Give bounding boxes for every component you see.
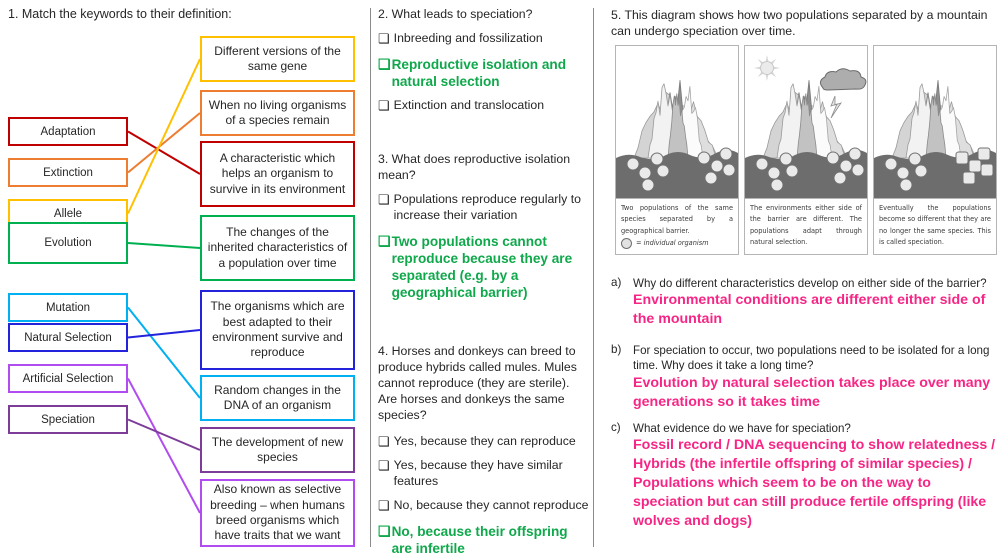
keyword-box[interactable] — [8, 222, 128, 264]
keyword-box[interactable] — [8, 158, 128, 187]
checkbox-icon[interactable]: ❑ — [378, 30, 390, 46]
organism-circle — [897, 167, 909, 179]
mcq-option-correct[interactable] — [378, 56, 591, 90]
definition-box[interactable] — [200, 141, 355, 207]
mcq-option-label: Yes, because they have similar features — [393, 457, 563, 488]
checkbox-icon[interactable]: ❑ — [378, 522, 391, 539]
mcq-option-label: Two populations cannot reproduce because they are separated (e.g. by a geographical barrier) — [391, 233, 573, 301]
subquestion-text: Why do different characteristics develop on either side of the barrier? — [633, 277, 987, 290]
question-3-stem: 3. What does reproductive isolation mean? — [378, 152, 571, 182]
checkbox-icon[interactable]: ❑ — [378, 457, 390, 473]
keyword-label: Mutation — [45, 301, 91, 314]
checkbox-icon[interactable]: ❑ — [378, 191, 390, 207]
match-line — [128, 243, 200, 248]
subquestion-answer: Fossil record / DNA sequencing to show relatedness / Hybrids (the infertile offspring of similar species) / Populations which seem to be on the way to speciation but can still produce fertile offspring (like wolves and dogs) — [633, 437, 996, 529]
organism-circle — [627, 158, 639, 170]
organism-circle — [705, 172, 717, 184]
panel-caption — [745, 198, 867, 254]
subquestion-letter: c) — [611, 421, 621, 434]
definition-label: Also known as selective breeding – when humans breed organisms which have traits that we want — [210, 482, 345, 543]
organism-circle — [756, 158, 768, 170]
subquestion — [611, 421, 999, 531]
organism-circle — [771, 179, 783, 191]
organism-circle — [915, 165, 927, 177]
keyword-label: Speciation — [41, 413, 95, 426]
diagram-panel — [744, 45, 868, 255]
checkbox-icon[interactable]: ❑ — [378, 55, 391, 72]
definition-box[interactable] — [200, 479, 355, 547]
keyword-box[interactable] — [8, 364, 128, 393]
definition-box[interactable] — [200, 215, 355, 281]
legend-circle-icon — [621, 238, 632, 249]
mcq-option-label: Extinction and translocation — [393, 98, 545, 113]
organism-circle — [852, 164, 864, 176]
question-1-title: 1. Match the keywords to their definition: — [8, 7, 232, 21]
diagram-scene — [874, 46, 996, 198]
panel-legend — [621, 238, 733, 249]
mcq-option[interactable] — [378, 498, 591, 514]
panel-caption-text: The environments either side of the barrier are different. The populations adapt through natural selection. — [750, 204, 862, 246]
checkbox-icon[interactable]: ❑ — [378, 433, 390, 449]
sun-icon — [754, 55, 780, 81]
match-line — [128, 132, 200, 175]
mcq-option-correct[interactable] — [378, 233, 591, 302]
diagram-scene — [745, 46, 867, 198]
diagram-column — [601, 0, 1000, 555]
diagram-panel — [873, 45, 997, 255]
organism-circle — [720, 148, 732, 160]
match-line — [128, 308, 200, 399]
definition-box[interactable] — [200, 90, 355, 136]
definition-box[interactable] — [200, 427, 355, 473]
organism-circle — [651, 153, 663, 165]
keyword-box[interactable] — [8, 323, 128, 352]
question-2-options — [378, 31, 591, 114]
match-line — [128, 420, 200, 451]
keyword-label: Adaptation — [40, 125, 96, 138]
keyword-box[interactable] — [8, 293, 128, 322]
mcq-option-label: No, because their offspring are infertile — [391, 523, 568, 556]
organism-circle — [711, 160, 723, 172]
match-line — [128, 330, 200, 338]
column-divider-1 — [370, 8, 371, 547]
subquestion-answer: Environmental conditions are different either side of the mountain — [633, 292, 986, 328]
definition-box[interactable] — [200, 375, 355, 421]
question-5-title: 5. This diagram shows how two populations separated by a mountain can undergo speciation over time. — [611, 8, 988, 39]
organism-circle — [834, 172, 846, 184]
organism-circle — [780, 153, 792, 165]
checkbox-icon[interactable]: ❑ — [378, 98, 390, 114]
keyword-label: Artificial Selection — [22, 372, 114, 385]
subquestion-text: For speciation to occur, two populations need to be isolated for a long time. Why does it take a long time? — [633, 344, 990, 373]
subquestion — [611, 276, 999, 329]
definition-label: Random changes in the DNA of an organism — [214, 382, 341, 412]
question-2-block — [378, 7, 591, 114]
subquestion-answer: Evolution by natural selection takes place over many generations so it takes time — [633, 374, 991, 410]
mcq-option-correct[interactable] — [378, 523, 591, 557]
diagram-panel — [615, 45, 739, 255]
organism-circle — [657, 165, 669, 177]
keyword-label: Extinction — [43, 166, 93, 179]
mcq-option-label: No, because they cannot reproduce — [393, 497, 589, 512]
organism-circle — [768, 167, 780, 179]
organism-square — [969, 160, 981, 172]
panel-caption-text: Eventually the populations become so different that they are no longer the same species. This is called speciation. — [879, 204, 991, 246]
panel-caption — [616, 198, 738, 254]
mcq-option[interactable] — [378, 434, 591, 450]
definition-label: The development of new species — [211, 434, 344, 464]
match-line — [128, 379, 200, 514]
checkbox-icon[interactable]: ❑ — [378, 497, 390, 513]
organism-square — [978, 148, 990, 160]
organism-circle — [698, 152, 710, 164]
panel-caption — [874, 198, 996, 254]
organism-square — [956, 152, 968, 164]
diagram-scene — [616, 46, 738, 198]
checkbox-icon[interactable]: ❑ — [378, 232, 391, 249]
definition-label: A characteristic which helps an organism to survive in its environment — [209, 150, 346, 196]
question-4-block — [378, 344, 591, 557]
mcq-option-label: Yes, because they can reproduce — [393, 433, 576, 448]
organism-circle — [909, 153, 921, 165]
match-line — [128, 59, 200, 214]
question-3-block — [378, 152, 591, 301]
organism-circle — [723, 164, 735, 176]
organism-circle — [786, 165, 798, 177]
legend-label: = individual organism — [636, 238, 709, 247]
speciation-diagram — [615, 45, 997, 255]
subquestion-text: What evidence do we have for speciation? — [633, 422, 851, 435]
definition-box[interactable] — [200, 36, 355, 82]
mcq-option-label: Populations reproduce regularly to increase their variation — [393, 191, 581, 222]
multiple-choice-column — [378, 0, 593, 555]
mcq-option[interactable] — [378, 31, 591, 47]
question-2-stem: 2. What leads to speciation? — [378, 7, 533, 21]
keyword-box[interactable] — [8, 117, 128, 146]
ground-shape — [745, 150, 867, 198]
keyword-label: Natural Selection — [24, 331, 112, 344]
ground-shape — [616, 150, 738, 198]
definition-label: The changes of the inherited characteristics of a population over time — [207, 224, 348, 270]
mcq-option[interactable] — [378, 98, 591, 114]
organism-square — [981, 164, 993, 176]
subquestion-letter: b) — [611, 343, 622, 356]
mcq-option[interactable] — [378, 192, 591, 224]
definition-label: The organisms which are best adapted to their environment survive and reproduce — [210, 299, 345, 360]
question-3-options — [378, 192, 591, 301]
definition-label: When no living organisms of a species remain — [208, 97, 347, 127]
match-line — [128, 113, 200, 173]
keyword-label: Evolution — [44, 237, 92, 249]
organism-circle — [840, 160, 852, 172]
mcq-option-label: Reproductive isolation and natural selection — [391, 56, 567, 90]
organism-square — [963, 172, 975, 184]
definition-label: Different versions of the same gene — [214, 43, 341, 73]
question-4-stem: 4. Horses and donkeys can breed to produce hybrids called mules. Mules cannot reproduce (they are sterile). Are horses and donkeys the same species? — [378, 344, 577, 422]
subquestion-letter: a) — [611, 276, 622, 289]
panel-caption-text: Two populations of the same species separated by a geographical barrier. — [621, 204, 733, 235]
question-4-options — [378, 434, 591, 557]
organism-circle — [827, 152, 839, 164]
organism-circle — [900, 179, 912, 191]
mcq-option[interactable] — [378, 458, 591, 490]
organism-circle — [642, 179, 654, 191]
keyword-label: Allele — [53, 207, 83, 220]
organism-circle — [885, 158, 897, 170]
keyword-box[interactable] — [8, 405, 128, 434]
mcq-option-label: Inbreeding and fossilization — [393, 30, 543, 45]
subquestion — [611, 343, 999, 412]
column-divider-2 — [593, 8, 594, 547]
organism-circle — [639, 167, 651, 179]
organism-circle — [849, 148, 861, 160]
definition-box[interactable] — [200, 290, 355, 370]
matching-task-column — [0, 0, 370, 555]
